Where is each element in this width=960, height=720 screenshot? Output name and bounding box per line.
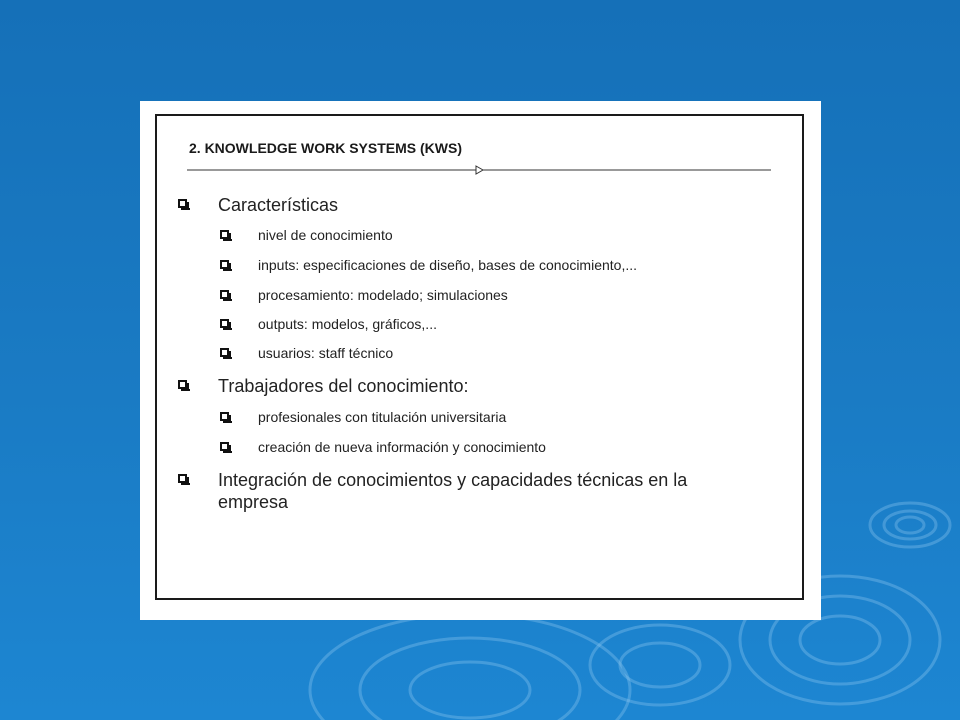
section-label: Integración de conocimientos y capacidades técnicas en la empresa — [218, 470, 688, 512]
checkbox-bullet-icon — [220, 412, 229, 421]
list-item-text: procesamiento: modelado; simulaciones — [258, 287, 508, 303]
checkbox-bullet-icon — [220, 230, 229, 239]
checkbox-bullet-icon — [178, 199, 187, 208]
checkbox-bullet-icon — [220, 290, 229, 299]
checkbox-bullet-icon — [178, 474, 187, 483]
section-label: Trabajadores del conocimiento: — [218, 376, 469, 396]
checkbox-bullet-icon — [220, 260, 229, 269]
checkbox-bullet-icon — [220, 319, 229, 328]
slide-heading: 2. KNOWLEDGE WORK SYSTEMS (KWS) — [189, 140, 462, 156]
list-item-text: profesionales con titulación universitaria — [258, 409, 507, 425]
list-item-text: usuarios: staff técnico — [258, 345, 394, 361]
heading-rule — [187, 163, 771, 177]
checkbox-bullet-icon — [220, 442, 229, 451]
list-item-text: outputs: modelos, gráficos,... — [258, 316, 437, 332]
slide-panel — [140, 101, 821, 620]
list-item-text: nivel de conocimiento — [258, 227, 393, 243]
list-item-text: inputs: especificaciones de diseño, bases de conocimiento,... — [258, 257, 638, 273]
checkbox-bullet-icon — [178, 380, 187, 389]
section-label: Características — [218, 195, 339, 215]
checkbox-bullet-icon — [220, 348, 229, 357]
list-item-text: creación de nueva información y conocimiento — [258, 439, 546, 455]
